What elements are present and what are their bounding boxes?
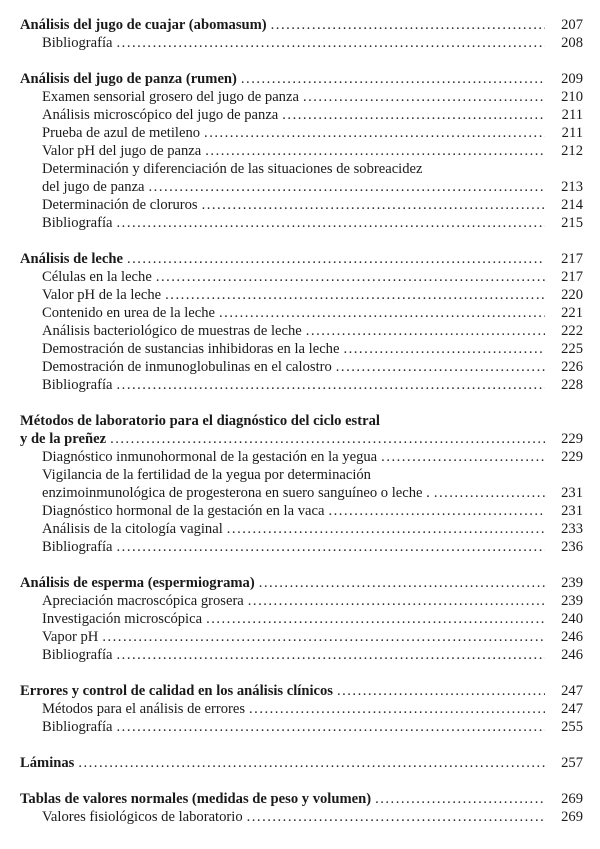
page-number: 221 <box>561 305 583 321</box>
toc-entry-row-wrapped[interactable] <box>20 466 583 484</box>
entry-title: Bibliografía <box>42 35 113 51</box>
entry-title: Prueba de azul de metileno <box>42 125 201 141</box>
entry-title: Determinación y diferenciación de las situaciones de sobreacidez <box>42 161 423 177</box>
toc-entry-row[interactable] <box>20 484 583 502</box>
toc-entry-row[interactable] <box>20 646 583 664</box>
toc-section-leche <box>20 250 583 394</box>
entry-title: Bibliografía <box>42 647 113 663</box>
entry-title: Valor pH del jugo de panza <box>42 143 202 159</box>
dot-leader <box>247 808 545 826</box>
page-number: 231 <box>561 485 583 501</box>
toc-chapter-row[interactable] <box>20 16 583 34</box>
entry-title: Bibliografía <box>42 539 113 555</box>
toc-entry-row[interactable] <box>20 88 583 106</box>
dot-leader <box>110 430 545 448</box>
page-number: 208 <box>561 35 583 51</box>
toc-entry-row[interactable] <box>20 322 583 340</box>
entry-title: Células en la leche <box>42 269 152 285</box>
toc-entry-row[interactable] <box>20 214 583 232</box>
page-number: 214 <box>561 197 583 213</box>
toc-entry-row[interactable] <box>20 124 583 142</box>
chapter-title-continued: y de la preñez <box>20 431 107 447</box>
toc-entry-row[interactable] <box>20 538 583 556</box>
page-number: 247 <box>561 683 583 699</box>
dot-leader <box>337 682 545 700</box>
page-number: 229 <box>561 449 583 465</box>
toc-entry-row[interactable] <box>20 142 583 160</box>
page-number: 217 <box>561 251 583 267</box>
page-number: 239 <box>561 575 583 591</box>
entry-title: Demostración de sustancias inhibidoras en la leche <box>42 341 340 357</box>
toc-chapter-row[interactable] <box>20 790 583 808</box>
page-number: 209 <box>561 71 583 87</box>
chapter-title: Errores y control de calidad en los análisis clínicos <box>20 683 333 699</box>
entry-title: Análisis microscópico del jugo de panza <box>42 107 279 123</box>
entry-title: Análisis bacteriológico de muestras de leche <box>42 323 302 339</box>
chapter-title: Tablas de valores normales (medidas de peso y volumen) <box>20 791 372 807</box>
toc-section-rumen <box>20 70 583 232</box>
toc-entry-row[interactable] <box>20 502 583 520</box>
entry-title: Bibliografía <box>42 377 113 393</box>
toc-section-laminas <box>20 754 583 772</box>
toc-entry-row[interactable] <box>20 520 583 538</box>
page-number: 233 <box>561 521 583 537</box>
page-number: 247 <box>561 701 583 717</box>
page-number: 217 <box>561 269 583 285</box>
page-number: 212 <box>561 143 583 159</box>
toc-chapter-row[interactable] <box>20 70 583 88</box>
dot-leader <box>202 196 545 214</box>
page-number: 207 <box>561 17 583 33</box>
toc-entry-row[interactable] <box>20 304 583 322</box>
dot-leader <box>336 358 545 376</box>
toc-entry-row[interactable] <box>20 700 583 718</box>
dot-leader <box>117 34 545 52</box>
entry-title: Vigilancia de la fertilidad de la yegua por determinación <box>42 467 371 483</box>
entry-title-continued: del jugo de panza <box>42 179 145 195</box>
dot-leader <box>204 124 545 142</box>
toc-entry-row[interactable] <box>20 286 583 304</box>
dot-leader <box>165 286 545 304</box>
entry-title: Valores fisiológicos de laboratorio <box>42 809 243 825</box>
entry-title: Vapor pH <box>42 629 99 645</box>
toc-entry-row[interactable] <box>20 610 583 628</box>
toc-entry-row[interactable] <box>20 196 583 214</box>
dot-leader <box>259 574 545 592</box>
page-number: 210 <box>561 89 583 105</box>
dot-leader <box>381 448 545 466</box>
page-number: 211 <box>561 125 583 141</box>
page-number: 231 <box>561 503 583 519</box>
table-of-contents <box>20 16 583 844</box>
entry-title: Examen sensorial grosero del jugo de panza <box>42 89 299 105</box>
page-number: 211 <box>561 107 583 123</box>
toc-entry-row[interactable] <box>20 628 583 646</box>
toc-entry-row[interactable] <box>20 376 583 394</box>
dot-leader <box>434 484 545 502</box>
toc-entry-row-wrapped[interactable] <box>20 160 583 178</box>
entry-title: Demostración de inmunoglobulinas en el calostro <box>42 359 332 375</box>
entry-title: Métodos para el análisis de errores <box>42 701 246 717</box>
chapter-title: Análisis de esperma (espermiograma) <box>20 575 255 591</box>
dot-leader <box>149 178 545 196</box>
toc-entry-row[interactable] <box>20 808 583 826</box>
toc-entry-row[interactable] <box>20 106 583 124</box>
page-number: 239 <box>561 593 583 609</box>
page-number: 215 <box>561 215 583 231</box>
dot-leader <box>117 646 545 664</box>
chapter-title: Métodos de laboratorio para el diagnóstico del ciclo estral <box>20 413 380 429</box>
entry-title: Diagnóstico inmunohormonal de la gestación en la yegua <box>42 449 378 465</box>
page-number: 228 <box>561 377 583 393</box>
toc-chapter-row[interactable] <box>20 430 583 448</box>
toc-entry-row[interactable] <box>20 358 583 376</box>
chapter-title: Análisis de leche <box>20 251 123 267</box>
dot-leader <box>127 250 545 268</box>
dot-leader <box>328 502 545 520</box>
entry-title: Bibliografía <box>42 719 113 735</box>
page-number: 246 <box>561 647 583 663</box>
toc-chapter-row-wrapped[interactable] <box>20 412 583 430</box>
dot-leader <box>227 520 545 538</box>
entry-title: Bibliografía <box>42 215 113 231</box>
toc-section-esperma <box>20 574 583 664</box>
dot-leader <box>241 70 545 88</box>
toc-chapter-row[interactable] <box>20 250 583 268</box>
page-number: 269 <box>561 809 583 825</box>
page-number: 226 <box>561 359 583 375</box>
dot-leader <box>206 610 545 628</box>
dot-leader <box>117 376 545 394</box>
toc-entry-row[interactable] <box>20 34 583 52</box>
toc-entry-row[interactable] <box>20 340 583 358</box>
page-number: 213 <box>561 179 583 195</box>
dot-leader <box>156 268 545 286</box>
dot-leader <box>248 592 545 610</box>
dot-leader <box>117 214 545 232</box>
page-number: 236 <box>561 539 583 555</box>
entry-title: Determinación de cloruros <box>42 197 198 213</box>
chapter-title: Láminas <box>20 755 75 771</box>
entry-title-continued: enzimoinmunológica de progesterona en suero sanguíneo o leche . <box>42 485 430 501</box>
entry-title: Apreciación macroscópica grosera <box>42 593 244 609</box>
page-number: 269 <box>561 791 583 807</box>
toc-chapter-row[interactable] <box>20 574 583 592</box>
dot-leader <box>117 538 545 556</box>
page-number: 220 <box>561 287 583 303</box>
toc-entry-row[interactable] <box>20 268 583 286</box>
page-number: 240 <box>561 611 583 627</box>
page-number: 229 <box>561 431 583 447</box>
toc-section-errores <box>20 682 583 736</box>
dot-leader <box>249 700 545 718</box>
toc-section-ciclo-estral <box>20 412 583 556</box>
page-number: 255 <box>561 719 583 735</box>
dot-leader <box>343 340 545 358</box>
page-number: 246 <box>561 629 583 645</box>
toc-section-abomasum <box>20 16 583 52</box>
dot-leader <box>271 16 545 34</box>
chapter-title: Análisis del jugo de panza (rumen) <box>20 71 237 87</box>
toc-section-tablas <box>20 790 583 826</box>
page-number: 225 <box>561 341 583 357</box>
dot-leader <box>219 304 545 322</box>
entry-title: Contenido en urea de la leche <box>42 305 216 321</box>
toc-entry-row[interactable] <box>20 718 583 736</box>
page-number: 257 <box>561 755 583 771</box>
entry-title: Diagnóstico hormonal de la gestación en la vaca <box>42 503 325 519</box>
dot-leader <box>303 88 545 106</box>
entry-title: Análisis de la citología vaginal <box>42 521 223 537</box>
entry-title: Valor pH de la leche <box>42 287 162 303</box>
dot-leader <box>375 790 545 808</box>
page-number: 222 <box>561 323 583 339</box>
toc-entry-row[interactable] <box>20 592 583 610</box>
dot-leader <box>205 142 545 160</box>
dot-leader <box>102 628 545 646</box>
toc-chapter-row[interactable] <box>20 682 583 700</box>
dot-leader <box>282 106 545 124</box>
dot-leader <box>78 754 545 772</box>
toc-entry-row[interactable] <box>20 448 583 466</box>
toc-chapter-row[interactable] <box>20 754 583 772</box>
toc-entry-row[interactable] <box>20 178 583 196</box>
entry-title: Investigación microscópica <box>42 611 203 627</box>
chapter-title: Análisis del jugo de cuajar (abomasum) <box>20 17 267 33</box>
dot-leader <box>117 718 545 736</box>
dot-leader <box>306 322 545 340</box>
